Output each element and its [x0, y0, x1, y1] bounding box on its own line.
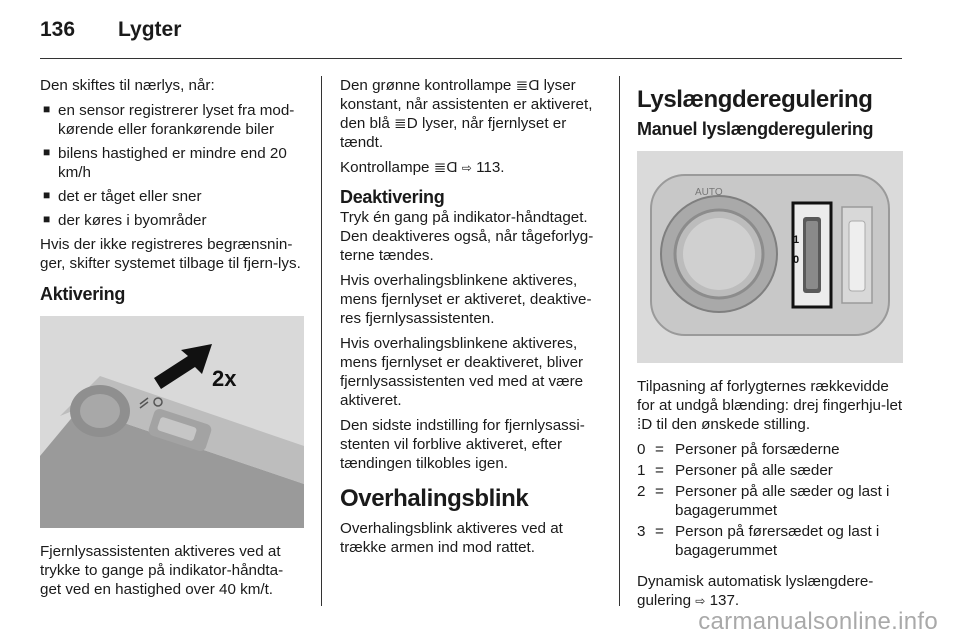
auto-label: AUTO [695, 187, 723, 198]
level-equals: = [655, 523, 664, 540]
paragraph: Tryk én gang på indikator-håndtaget. Den deaktiveres også, når tågeforlyg-terne tændes. [340, 209, 594, 264]
list-item: ■ en sensor registrerer lyset fra mod-kørende eller forankørende biler [40, 101, 304, 139]
heading-aktivering: Aktivering [40, 284, 126, 304]
intro-text: Den skiftes til nærlys, når: [40, 77, 215, 94]
indicator-stalk-illustration [40, 316, 304, 528]
stalk-svg [40, 316, 304, 528]
reference-text: Kontrollampe ≣Ɑ [340, 159, 458, 176]
table-row [637, 440, 903, 461]
chapter-title: Lygter [118, 18, 182, 41]
watermark: carmanualsonline.info [698, 608, 938, 635]
level-equals: = [655, 462, 664, 479]
page-header [40, 18, 920, 58]
light-switch-illustration [637, 151, 903, 363]
heading-manuel: Manuel lyslængderegulering [637, 119, 874, 139]
paragraph: Hvis der ikke registreres begrænsnin-ger, skifter systemet tilbage til fjern-lys. [40, 236, 301, 272]
paragraph: Hvis overhalingsblinkene aktiveres, mens fjernlyset er deaktiveret, bliver fjernlysassistenten ved med at være aktiveret. [340, 335, 584, 409]
heading-lyslaengderegulering: Lyslængderegulering [637, 86, 873, 113]
level-key: 0 [637, 441, 646, 458]
reference-page: 113. [476, 159, 505, 176]
column-middle [340, 76, 604, 563]
level-key: 3 [637, 523, 646, 540]
table-row [637, 482, 903, 522]
level-description: Personer på forsæderne [675, 441, 840, 458]
level-description: Personer på alle sæder og last i bagagerummet [675, 483, 890, 519]
column-right [637, 76, 903, 617]
page-ref-arrow-icon: ⇨ [461, 161, 472, 175]
paragraph: Den grønne kontrollampe ≣Ɑ lyser konstant, når assistenten er aktiveret, den blå ≣D lyser, når fjernlyset er tændt. [340, 77, 593, 151]
figure-caption: Fjernlysassistenten aktiveres ved at trykke to gange på indikator-håndta-get ved en hastighed over 40 km/t. [40, 543, 284, 598]
reference-page: 137. [709, 592, 740, 609]
level-equals: = [655, 483, 664, 500]
header-divider [40, 58, 902, 59]
level-equals: = [655, 441, 664, 458]
level-description: Person på førersædet og last i bagagerummet [675, 523, 880, 559]
wheel-mark-1: 1 [793, 234, 800, 246]
cross-reference [340, 158, 604, 178]
page-ref-arrow-icon: ⇨ [695, 594, 706, 608]
press-twice-label: 2x [212, 366, 237, 391]
table-row [637, 522, 903, 562]
level-key: 2 [637, 483, 646, 500]
heading-deaktivering: Deaktivering [340, 187, 445, 207]
column-left [40, 76, 304, 605]
table-row [637, 461, 903, 482]
load-level-table [637, 440, 903, 562]
light-switch-svg [637, 151, 903, 363]
conditions-list [40, 101, 304, 230]
paragraph: Hvis overhalingsblinkene aktiveres, mens fjernlyset er aktiveret, deaktive-res fjernlysassistenten. [340, 272, 592, 327]
column-divider [619, 76, 620, 606]
paragraph: Tilpasning af forlygternes rækkevidde for at undgå blænding: drej fingerhju-let ⁞D til den ønskede stilling. [637, 378, 903, 433]
reference-text: Dynamisk automatisk lyslængdere-gulering [637, 573, 874, 609]
heading-overhalingsblink: Overhalingsblink [340, 485, 529, 512]
list-item: ■ bilens hastighed er mindre end 20 km/h [40, 144, 304, 182]
wheel-mark-0: 0 [793, 254, 800, 266]
level-description: Personer på alle sæder [675, 462, 833, 479]
column-divider [321, 76, 322, 606]
cross-reference [637, 572, 903, 611]
paragraph: Den sidste indstilling for fjernlysassi-stenten vil forblive aktiveret, efter tændingen tilkobles igen. [340, 417, 585, 472]
list-item: ■ der køres i byområder [40, 211, 304, 230]
page-number: 136 [40, 18, 76, 41]
level-key: 1 [637, 462, 646, 479]
paragraph: Overhalingsblink aktiveres ved at trække armen ind mod rattet. [340, 520, 563, 556]
list-item: ■ det er tåget eller sner [40, 187, 304, 206]
